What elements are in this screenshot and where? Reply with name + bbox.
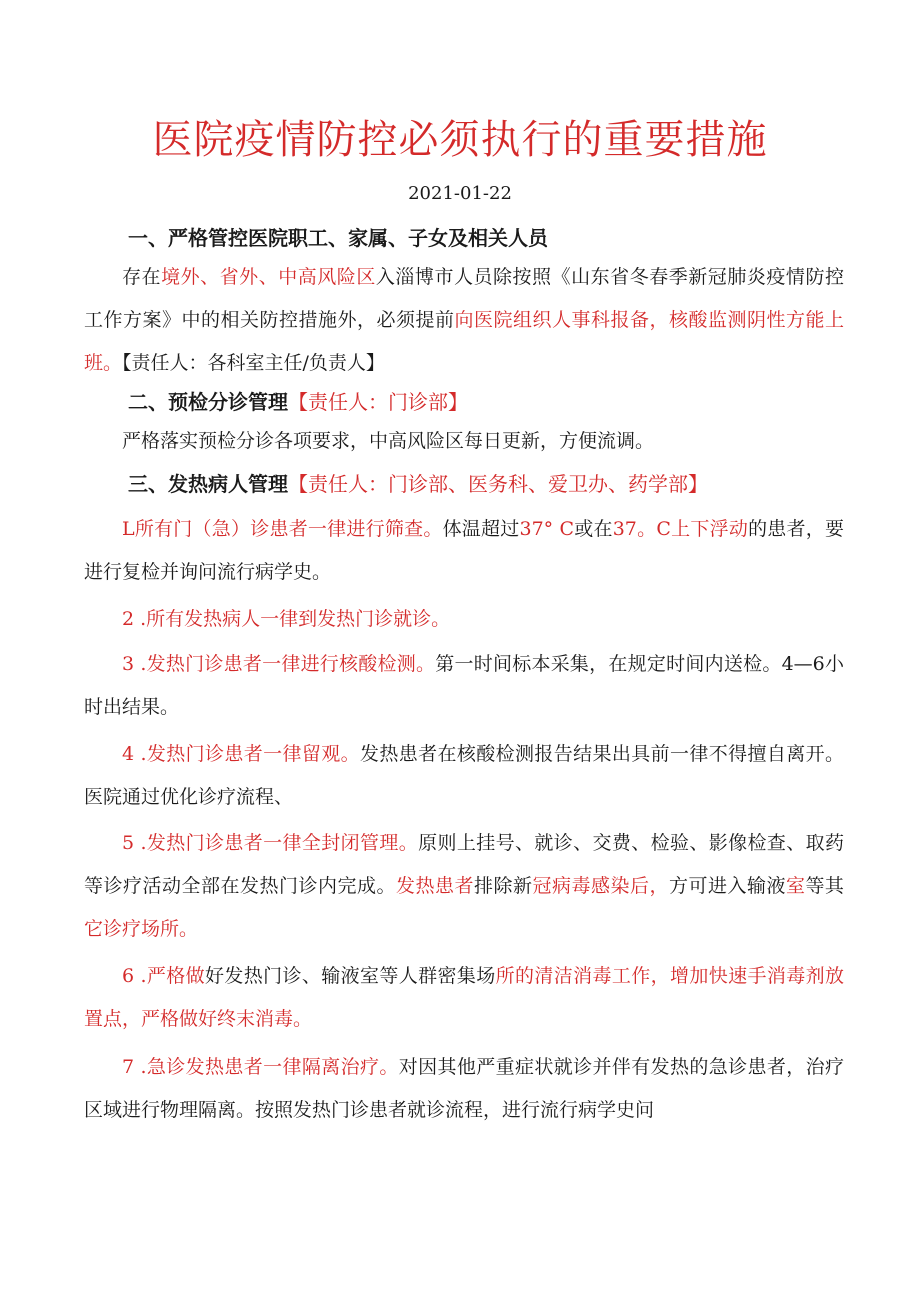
- highlight-run: 4 .发热门诊患者一律留观。: [122, 743, 361, 765]
- text-run: 方可进入输液: [668, 875, 786, 897]
- highlight-run: 发热患者: [395, 875, 474, 897]
- section-3-item-2: 2 .所有发热病人一律到发热门诊就诊。: [122, 608, 451, 630]
- text-run: 对因其他严重症状就诊并伴有发热的急诊患者，治疗区域进行物理隔离。按照发热门诊患者就诊流程，进行流行病学史问: [84, 1056, 844, 1121]
- text-run: 好发热门诊、输液室等人群密集场: [205, 965, 496, 987]
- responsible-party: 【责任人：门诊部】: [288, 390, 468, 414]
- text-run: 存在: [122, 266, 162, 288]
- section-3-item-6: [84, 955, 844, 1041]
- section-3-item-5: [84, 822, 844, 951]
- text-run: 第一时间标本采集，在规定时间内送检。4—6小时出结果。: [84, 653, 844, 718]
- highlight-run: 所的清: [495, 965, 554, 987]
- text-run: 入淄博市人员除按照《山东省冬春季新冠肺炎疫情防控工作方案》中的相关防控措施外，必须提前: [84, 266, 844, 331]
- document-date: 2021-01-22: [408, 183, 512, 204]
- text-run: 发热患者在核酸检测报告结果出具前一律不得擅自离开。医院通过优化诊疗流程、: [84, 743, 844, 808]
- heading-text: 二、预检分诊管理: [128, 390, 288, 414]
- section-3-heading: [128, 468, 708, 500]
- highlight-run: 上下浮动: [670, 518, 749, 540]
- text-run: 等其: [805, 875, 844, 897]
- section-3-item-3: [84, 643, 844, 729]
- text-run: 的患者，要进行复检并询问流行病学史。: [84, 518, 844, 583]
- section-3-item-7: [84, 1046, 844, 1132]
- section-2-heading: [128, 386, 468, 418]
- highlight-run: 室: [785, 875, 806, 897]
- highlight-run: 5 .发热门诊患者一律全封闭管理。: [122, 832, 419, 854]
- heading-text: 三、发热病人管理: [128, 472, 288, 496]
- text-run: 【责任人：各科室主任/负责人】: [122, 352, 385, 374]
- document-title: 医院疫情防控必须执行的重要措施: [152, 117, 768, 163]
- highlight-run: 3 .发热门诊患者一律进行核酸检测。: [122, 653, 436, 675]
- section-1-heading: 一、严格管控医院职工、家属、子女及相关人员: [128, 226, 548, 250]
- section-2-paragraph: 严格落实预检分诊各项要求，中高风险区每日更新，方便流调。: [122, 430, 655, 452]
- text-run: 排除新: [473, 875, 533, 897]
- highlight-run: 洁消毒工作，增加快速手消毒剂放置点，严格做好终末消毒。: [84, 965, 844, 1030]
- highlight-run: 冠病毒感染后，: [532, 875, 669, 897]
- responsible-party: 【责任人：门诊部、医务科、爱卫办、药学部】: [288, 472, 708, 496]
- section-3-item-1: [84, 508, 844, 594]
- highlight-run: 6 .严格做: [122, 965, 206, 987]
- highlight-run: L所有门（急）诊患者一律进行筛查。: [122, 518, 443, 540]
- text-run: 或在: [574, 518, 613, 540]
- highlight-run: 7 .急诊发热患者一律隔离治疗。: [122, 1056, 399, 1078]
- highlight-run: 37° C: [519, 518, 574, 540]
- section-3-item-4: [84, 733, 844, 819]
- highlight-run: 它诊疗场所。: [84, 918, 199, 940]
- text-run: 原则上挂号、就诊、交费、检验、影像检查、取药等诊疗活动全部在发热门诊内完成。: [84, 832, 844, 897]
- highlight-run: 37。C: [612, 518, 671, 540]
- section-1-paragraph: [84, 256, 844, 385]
- text-run: 体温超过: [442, 518, 520, 540]
- highlight-run: 向医院组织人事科报备，核酸监测阴性方能上班。: [84, 309, 844, 374]
- highlight-run: 境外、省外、中高风险区: [161, 266, 376, 288]
